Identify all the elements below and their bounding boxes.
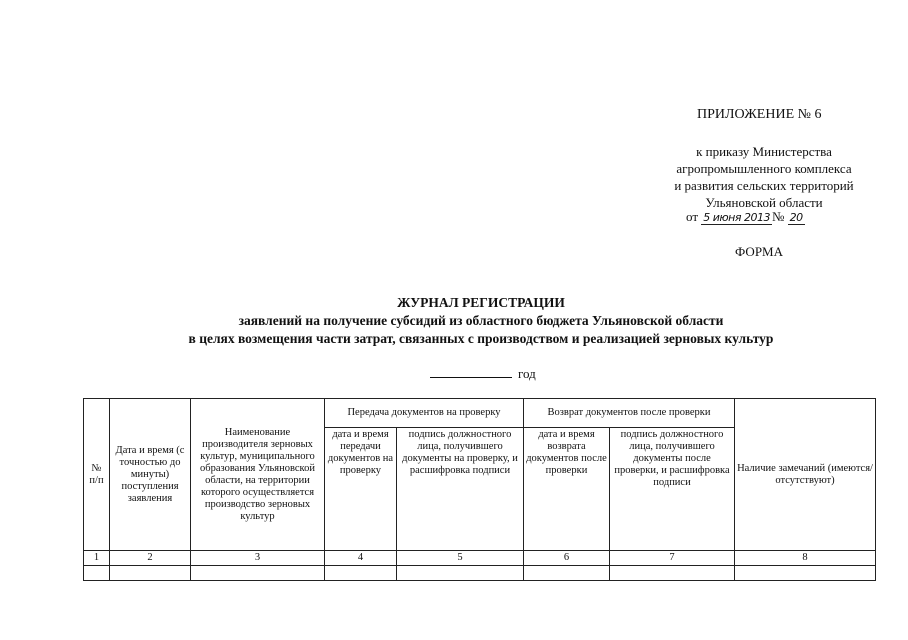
table-row[interactable] bbox=[84, 566, 876, 581]
appendix-label: ПРИЛОЖЕНИЕ № 6 bbox=[697, 107, 822, 122]
header-return-group: Возврат документов после проверки bbox=[524, 399, 735, 428]
handwritten-date: 5 июня 2013 bbox=[703, 211, 770, 224]
table-cell[interactable] bbox=[735, 566, 876, 581]
column-number: 4 bbox=[325, 551, 397, 566]
order-line: и развития сельских территорий bbox=[674, 178, 854, 193]
table-cell[interactable] bbox=[110, 566, 191, 581]
number-sign: № bbox=[771, 209, 785, 224]
table-cell[interactable] bbox=[610, 566, 735, 581]
column-number: 8 bbox=[735, 551, 876, 566]
title-main: ЖУРНАЛ РЕГИСТРАЦИИ bbox=[397, 295, 565, 310]
column-number: 5 bbox=[397, 551, 524, 566]
handwritten-number: 20 bbox=[789, 211, 803, 224]
form-label: ФОРМА bbox=[735, 244, 783, 259]
header-remarks: Наличие замечаний (имеются/отсутствуют) bbox=[735, 399, 876, 551]
year-blank-field[interactable] bbox=[430, 377, 512, 378]
header-producer-name: Наименование производителя зерновых культур, муниципального образования Ульяновской области, на территории которого осуществляется производство зерновых культур bbox=[191, 399, 325, 551]
order-line: Ульяновской области bbox=[705, 195, 823, 210]
column-number: 2 bbox=[110, 551, 191, 566]
header-transfer-group: Передача документов на проверку bbox=[325, 399, 524, 428]
column-number: 6 bbox=[524, 551, 610, 566]
registration-journal-table bbox=[83, 398, 876, 581]
table-cell[interactable] bbox=[325, 566, 397, 581]
column-number: 7 bbox=[610, 551, 735, 566]
header-return-signature: подпись должностного лица, получившего документы после проверки, и расшифровка подписи bbox=[610, 428, 735, 551]
table-cell[interactable] bbox=[524, 566, 610, 581]
column-number: 3 bbox=[191, 551, 325, 566]
order-line: к приказу Министерства bbox=[696, 144, 832, 159]
date-prefix: от bbox=[686, 209, 699, 224]
table-cell[interactable] bbox=[84, 566, 110, 581]
document-title bbox=[0, 294, 908, 348]
header-transfer-date: дата и время передачи документов на проверку bbox=[325, 428, 397, 551]
year-line bbox=[430, 366, 536, 382]
table-cell[interactable] bbox=[191, 566, 325, 581]
title-sub-1: заявлений на получение субсидий из областного бюджета Ульяновской области bbox=[238, 313, 724, 328]
table-cell[interactable] bbox=[397, 566, 524, 581]
header-date-received: Дата и время (с точностью до минуты) поступления заявления bbox=[110, 399, 191, 551]
title-sub-2: в целях возмещения части затрат, связанных с производством и реализацией зерновых культур bbox=[188, 331, 774, 346]
header-transfer-signature: подпись должностного лица, получившего документы на проверку, и расшифровка подписи bbox=[397, 428, 524, 551]
year-label: год bbox=[518, 366, 536, 381]
order-reference bbox=[640, 143, 888, 211]
order-date-line bbox=[686, 209, 805, 225]
column-number: 1 bbox=[84, 551, 110, 566]
order-line: агропромышленного комплекса bbox=[676, 161, 852, 176]
header-number: № п/п bbox=[84, 399, 110, 551]
header-return-date: дата и время возврата документов после проверки bbox=[524, 428, 610, 551]
